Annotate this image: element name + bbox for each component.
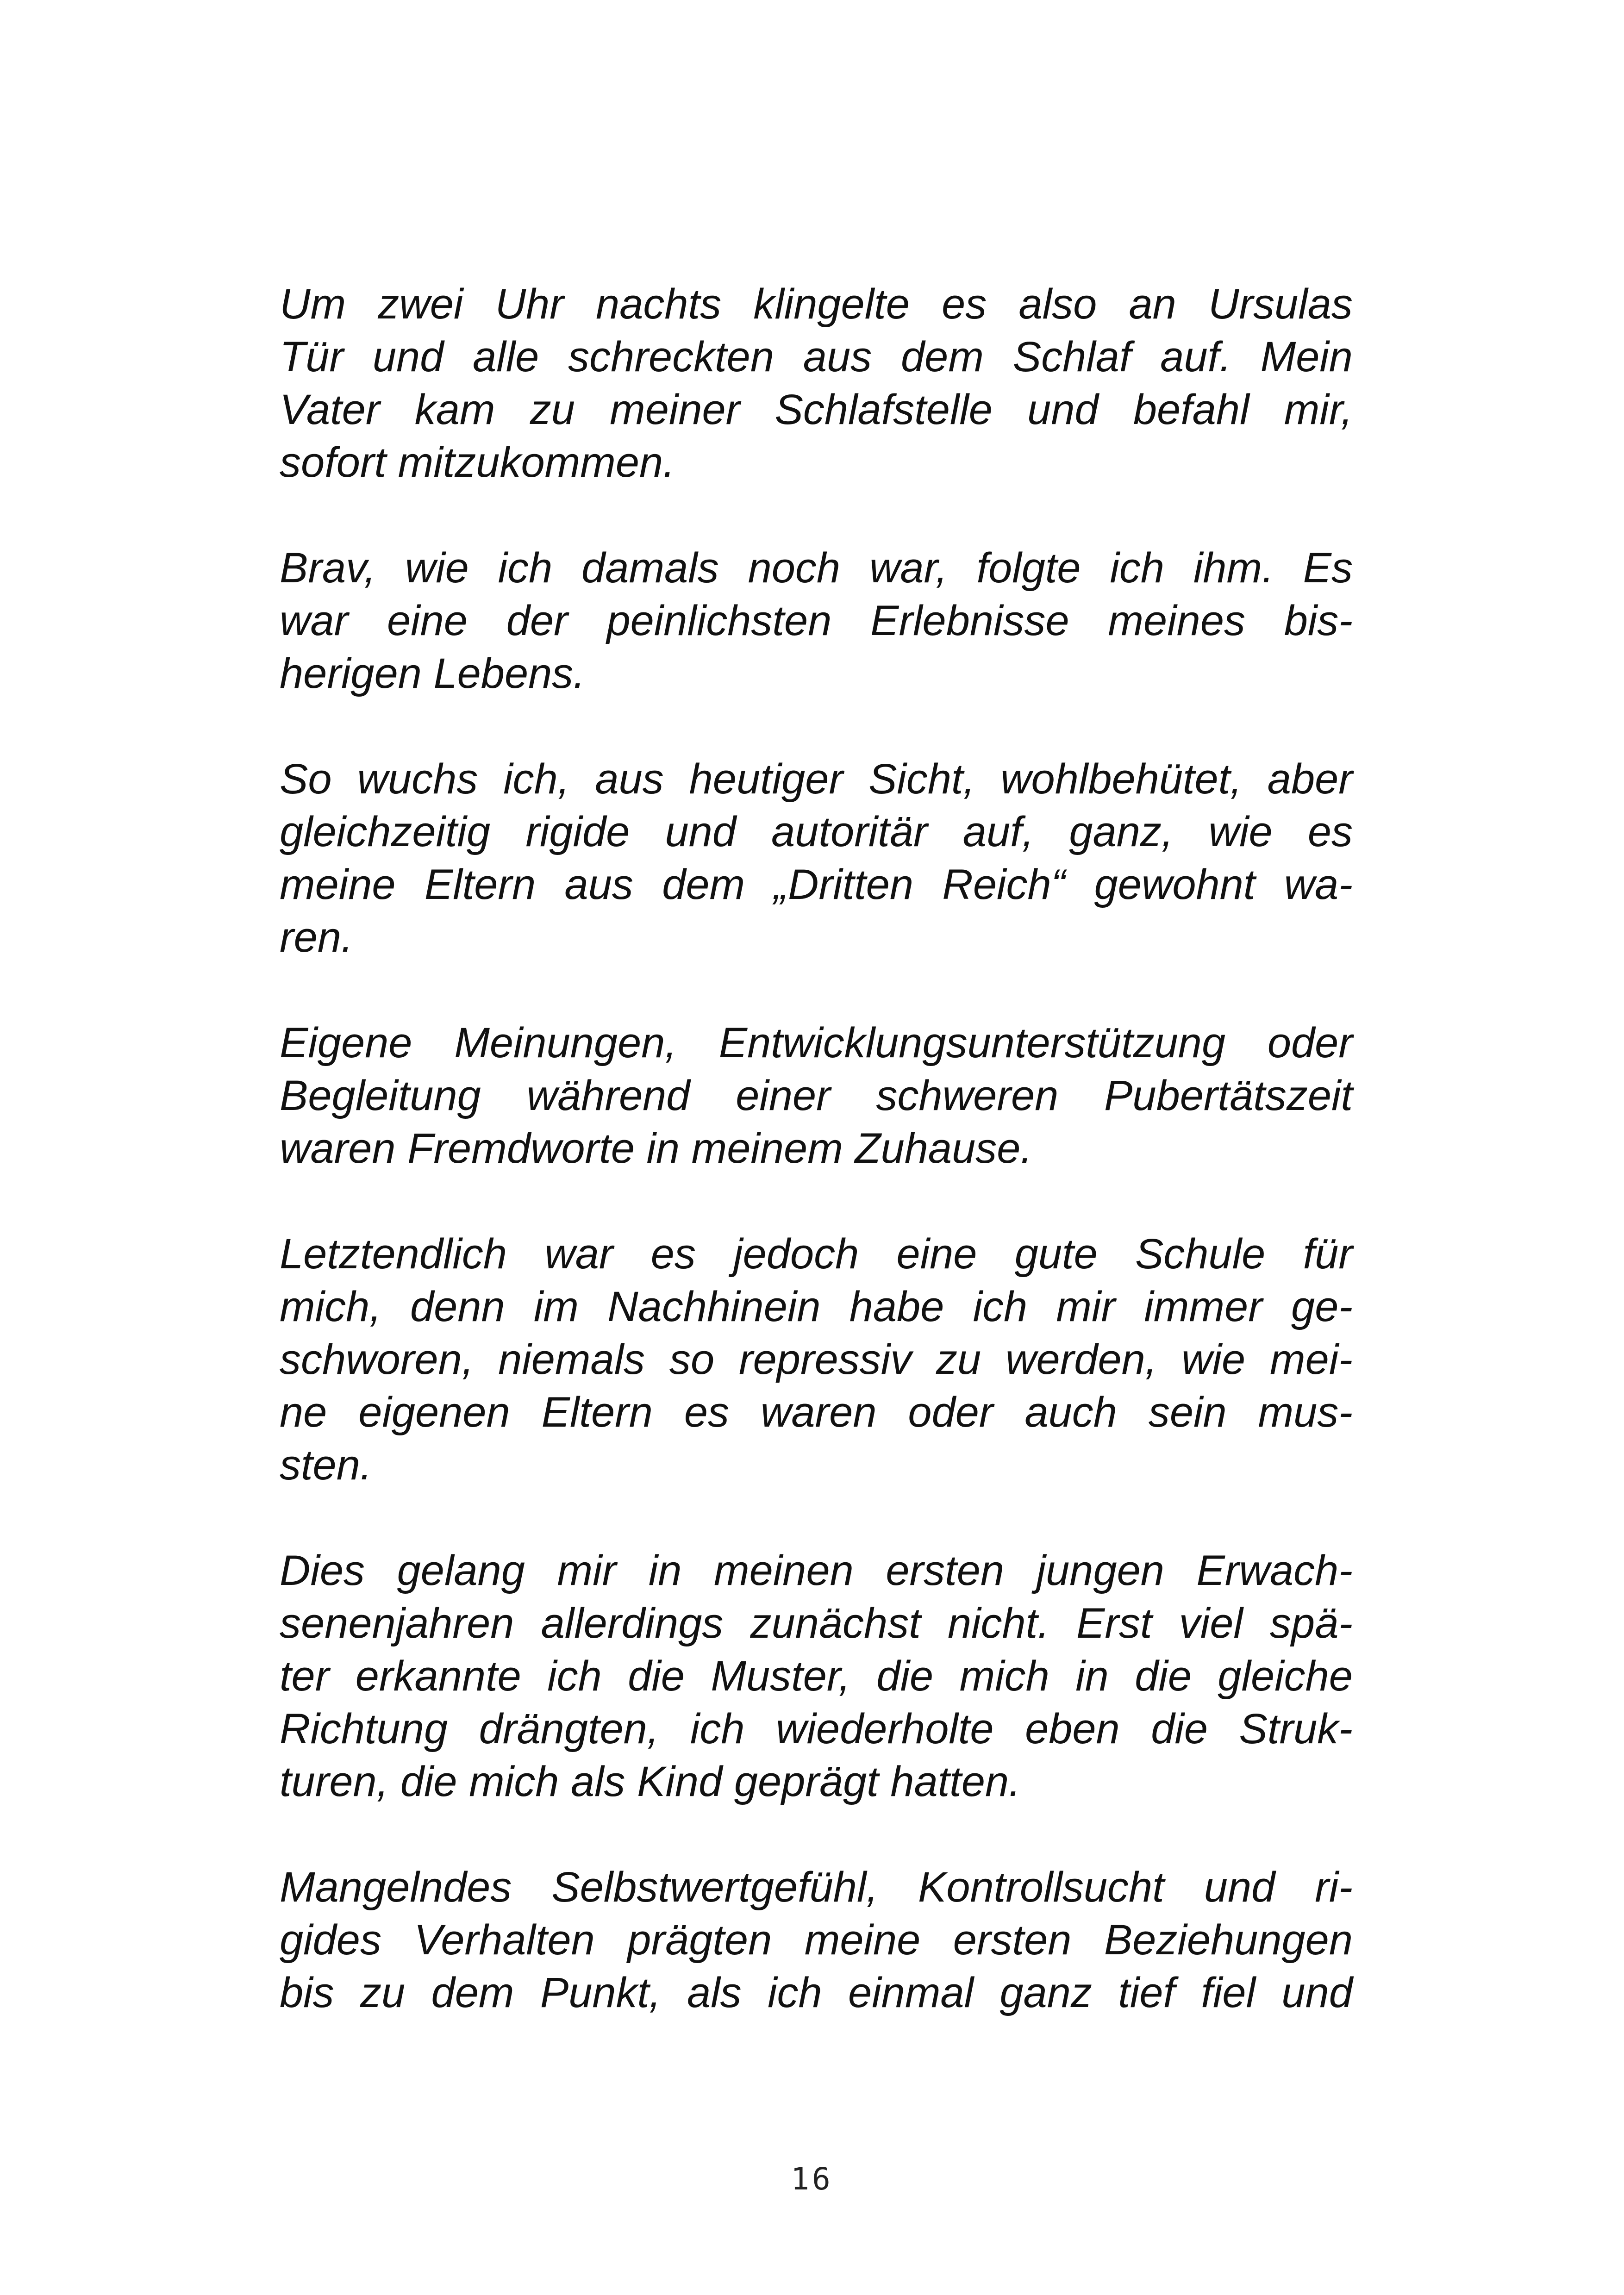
text-line: war eine der peinlichsten Erlebnisse meines bis-	[280, 597, 1353, 644]
paragraph	[280, 1228, 1353, 1491]
page-number: 16	[791, 2161, 833, 2197]
text-line: gleichzeitig rigide und autoritär auf, ganz, wie es	[280, 808, 1353, 855]
text-line: meine Eltern aus dem „Dritten Reich“ gewohnt wa-	[280, 861, 1353, 908]
text-line: mich, denn im Nachhinein habe ich mir immer ge-	[280, 1283, 1353, 1330]
text-line: bis zu dem Punkt, als ich einmal ganz tief fiel und	[280, 1969, 1353, 2016]
text-line: sofort mitzukommen.	[280, 439, 675, 486]
text-line: senenjahren allerdings zunächst nicht. Erst viel spä-	[280, 1600, 1353, 1647]
paragraph	[280, 1544, 1353, 1808]
text-line: So wuchs ich, aus heutiger Sicht, wohlbehütet, aber	[280, 755, 1353, 803]
text-line: ren.	[280, 914, 353, 961]
text-line: Richtung drängten, ich wiederholte eben die Struk-	[280, 1705, 1353, 1752]
text-line: turen, die mich als Kind geprägt hatten.	[280, 1758, 1021, 1805]
body-text	[280, 278, 1353, 2019]
text-line: Mangelndes Selbstwertgefühl, Kontrollsucht und ri-	[280, 1864, 1353, 1911]
text-line: Tür und alle schreckten aus dem Schlaf auf. Mein	[280, 333, 1353, 380]
text-line: Um zwei Uhr nachts klingelte es also an Ursulas	[280, 281, 1353, 328]
text-line: ter erkannte ich die Muster, die mich in die gleiche	[280, 1653, 1353, 1700]
paragraph	[280, 1861, 1353, 2019]
text-line: sten.	[280, 1441, 372, 1489]
text-line: waren Fremdworte in meinem Zuhause.	[280, 1125, 1032, 1172]
text-line: Dies gelang mir in meinen ersten jungen Erwach-	[280, 1547, 1353, 1594]
text-line: schworen, niemals so repressiv zu werden, wie mei-	[280, 1336, 1353, 1383]
text-line: Brav, wie ich damals noch war, folgte ich ihm. Es	[280, 544, 1353, 592]
paragraph	[280, 1017, 1353, 1175]
text-line: Vater kam zu meiner Schlafstelle und befahl mir,	[280, 386, 1353, 433]
paragraph	[280, 753, 1353, 964]
text-line: ne eigenen Eltern es waren oder auch sein mus-	[280, 1389, 1353, 1436]
text-line: herigen Lebens.	[280, 650, 585, 697]
text-line: Eigene Meinungen, Entwicklungsunterstützung oder	[280, 1019, 1353, 1066]
text-line: Letztendlich war es jedoch eine gute Schule für	[280, 1230, 1353, 1278]
paragraph	[280, 542, 1353, 700]
text-line: Begleitung während einer schweren Pubertätszeit	[280, 1072, 1353, 1119]
paragraph	[280, 278, 1353, 489]
text-line: gides Verhalten prägten meine ersten Beziehungen	[280, 1916, 1353, 1964]
